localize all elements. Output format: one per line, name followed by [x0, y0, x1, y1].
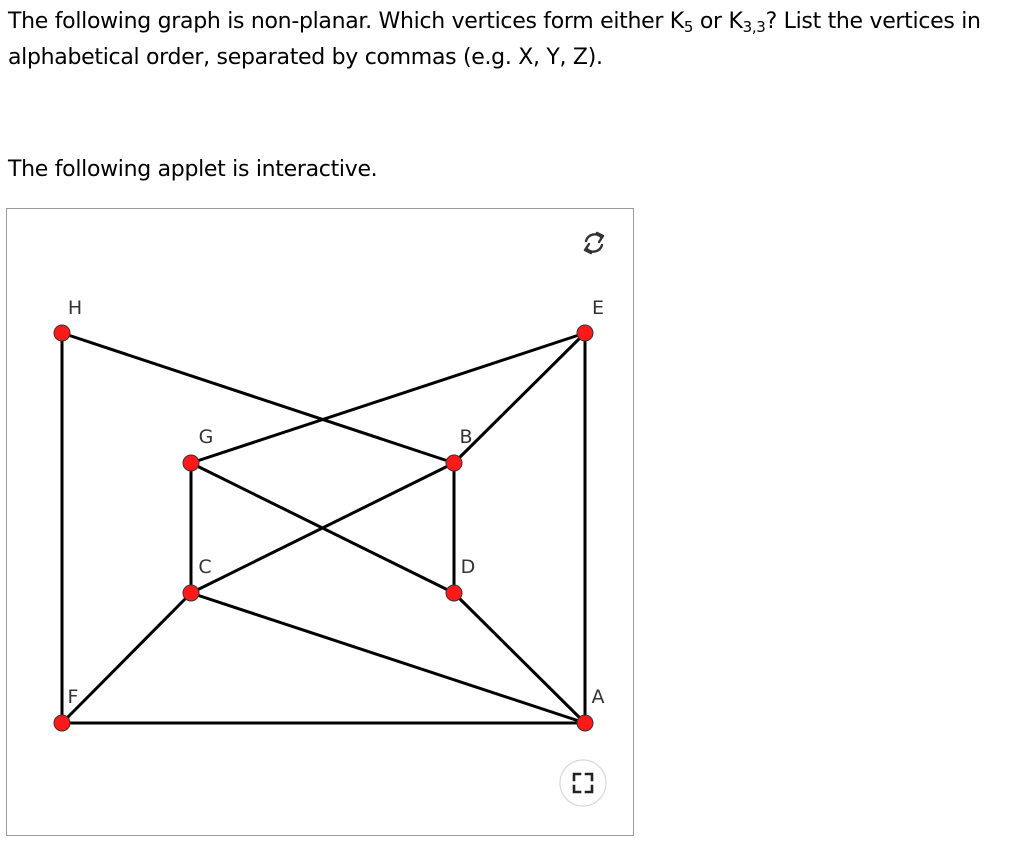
question-part-2: or K — [693, 9, 743, 34]
k5-subscript: 5 — [683, 18, 694, 36]
graph-canvas[interactable] — [7, 209, 635, 837]
vertex-label-d: D — [460, 556, 476, 578]
vertex-label-f: F — [67, 686, 79, 708]
edge-e-b — [454, 333, 585, 463]
vertex-label-b: B — [459, 426, 473, 448]
vertex-f[interactable] — [54, 715, 70, 731]
vertex-label-e: E — [591, 297, 605, 319]
edge-h-b — [62, 333, 454, 463]
edge-d-a — [454, 593, 585, 723]
vertex-label-c: C — [198, 556, 212, 578]
vertex-c[interactable] — [183, 585, 199, 601]
applet-note: The following applet is interactive. — [8, 157, 378, 182]
fullscreen-button[interactable] — [560, 760, 606, 806]
question-text — [8, 4, 1018, 76]
question-part-3: ? List the vertices in alphabetical order, separated by commas (e.g. X, Y, Z). — [8, 9, 981, 70]
fullscreen-button-bg[interactable] — [560, 760, 606, 806]
vertex-g[interactable] — [183, 455, 199, 471]
reset-icon[interactable] — [585, 233, 603, 253]
k33-subscript: 3,3 — [742, 18, 766, 36]
vertex-label-a: A — [591, 686, 605, 708]
vertex-e[interactable] — [577, 325, 593, 341]
graph-applet[interactable] — [6, 208, 634, 836]
graph-labels — [68, 297, 605, 708]
question-part-1: The following graph is non-planar. Which vertices form either K — [8, 9, 684, 34]
vertex-d[interactable] — [446, 585, 462, 601]
graph-edges — [62, 333, 585, 723]
vertex-label-g: G — [198, 426, 214, 448]
vertex-h[interactable] — [54, 325, 70, 341]
vertex-label-h: H — [67, 297, 83, 319]
vertex-b[interactable] — [446, 455, 462, 471]
vertex-a[interactable] — [577, 715, 593, 731]
edge-c-a — [191, 593, 585, 723]
edge-c-f — [62, 593, 191, 723]
edge-e-g — [191, 333, 585, 463]
